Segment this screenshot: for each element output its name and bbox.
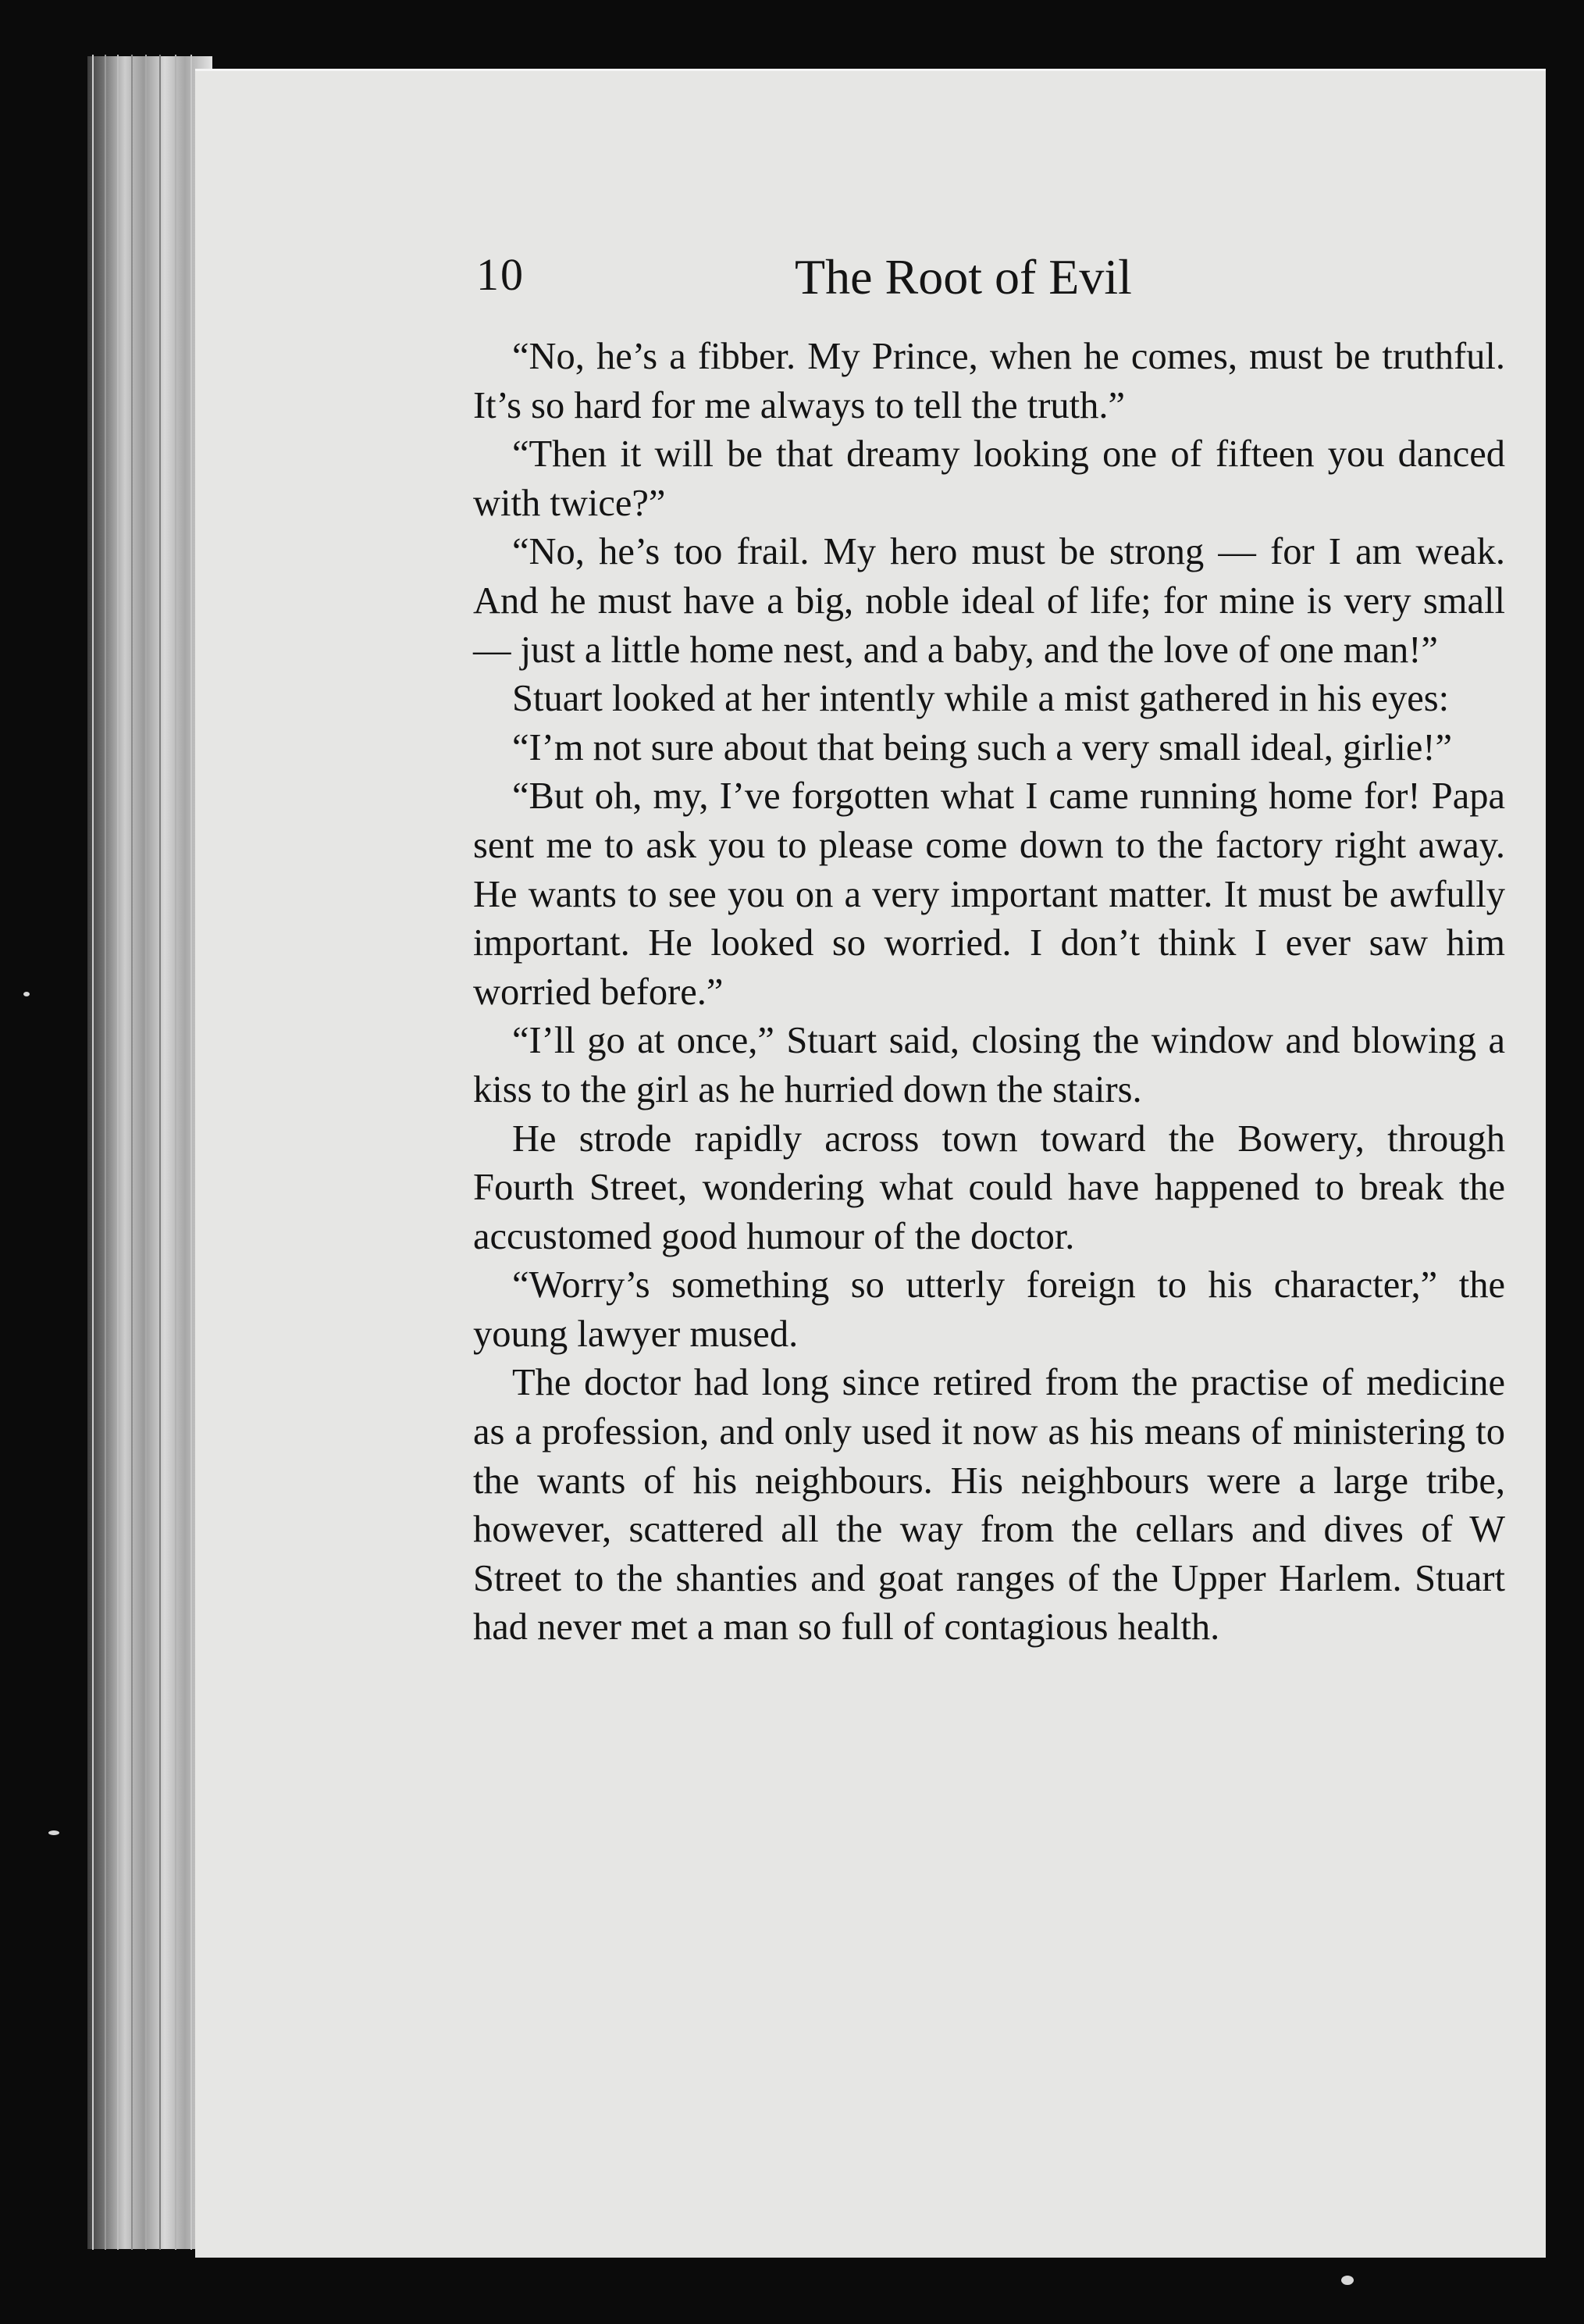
dust-speck [23, 992, 30, 996]
page-edge-line [145, 55, 147, 2250]
page-edge-line [105, 55, 106, 2250]
page-edge-line [190, 55, 192, 2250]
paragraph: “I’ll go at once,” Stuart said, closing the window and blowing a kiss to the girl as he hurried down the stairs. [473, 1020, 1505, 1110]
page-edges [87, 56, 212, 2249]
paragraph: He strode rapidly across town toward the Bowery, through Fourth Street, wondering what could have happened to break the accustomed good humour of the doctor. [473, 1117, 1505, 1257]
running-title: The Root of Evil [795, 249, 1132, 305]
paragraph: “Worry’s something so utterly foreign to his character,” the young lawyer mused. [473, 1264, 1505, 1355]
page-number: 10 [476, 249, 525, 300]
paragraph: “I’m not sure about that being such a very small ideal, girlie!” [512, 726, 1453, 768]
page-edge-line [175, 55, 176, 2250]
page-header [476, 248, 1507, 311]
page-edge-line [117, 55, 119, 2250]
paragraph: The doctor had long since retired from the practise of medicine as a profession, and only used it now as his means of ministering to the wants of his neighbours. His neighbours were a large tribe, however, scattered all the way from the cellars and dives of W Street to the shanties and goat ranges of the Upper Harlem. Stuart had never met a man so full of contagious health. [473, 1362, 1505, 1649]
body-text [473, 333, 1505, 1652]
dust-speck [1341, 2276, 1354, 2285]
paragraph: “No, he’s too frail. My hero must be strong — for I am weak. And he must have a big, noble ideal of life; for mine is very small — just a little home nest, and a baby, and the love of one man!” [473, 531, 1505, 671]
paragraph: Stuart looked at her intently while a mist gathered in his eyes: [512, 678, 1450, 720]
paragraph: “Then it will be that dreamy looking one of fifteen you danced with twice?” [473, 433, 1505, 524]
page-edge-line [131, 55, 133, 2250]
page-edge-line [92, 55, 94, 2250]
page-edge-line [159, 55, 161, 2250]
dust-speck [48, 1830, 59, 1835]
paragraph: “But oh, my, I’ve forgotten what I came running home for! Papa sent me to ask you to please come down to the factory right away. He wants to see you on a very important matter. It must be awfully important. He looked so worried. I don’t think I ever saw him worried before.” [473, 775, 1505, 1013]
paragraph: “No, he’s a fibber. My Prince, when he comes, must be truthful. It’s so hard for me always to tell the truth.” [473, 336, 1505, 426]
